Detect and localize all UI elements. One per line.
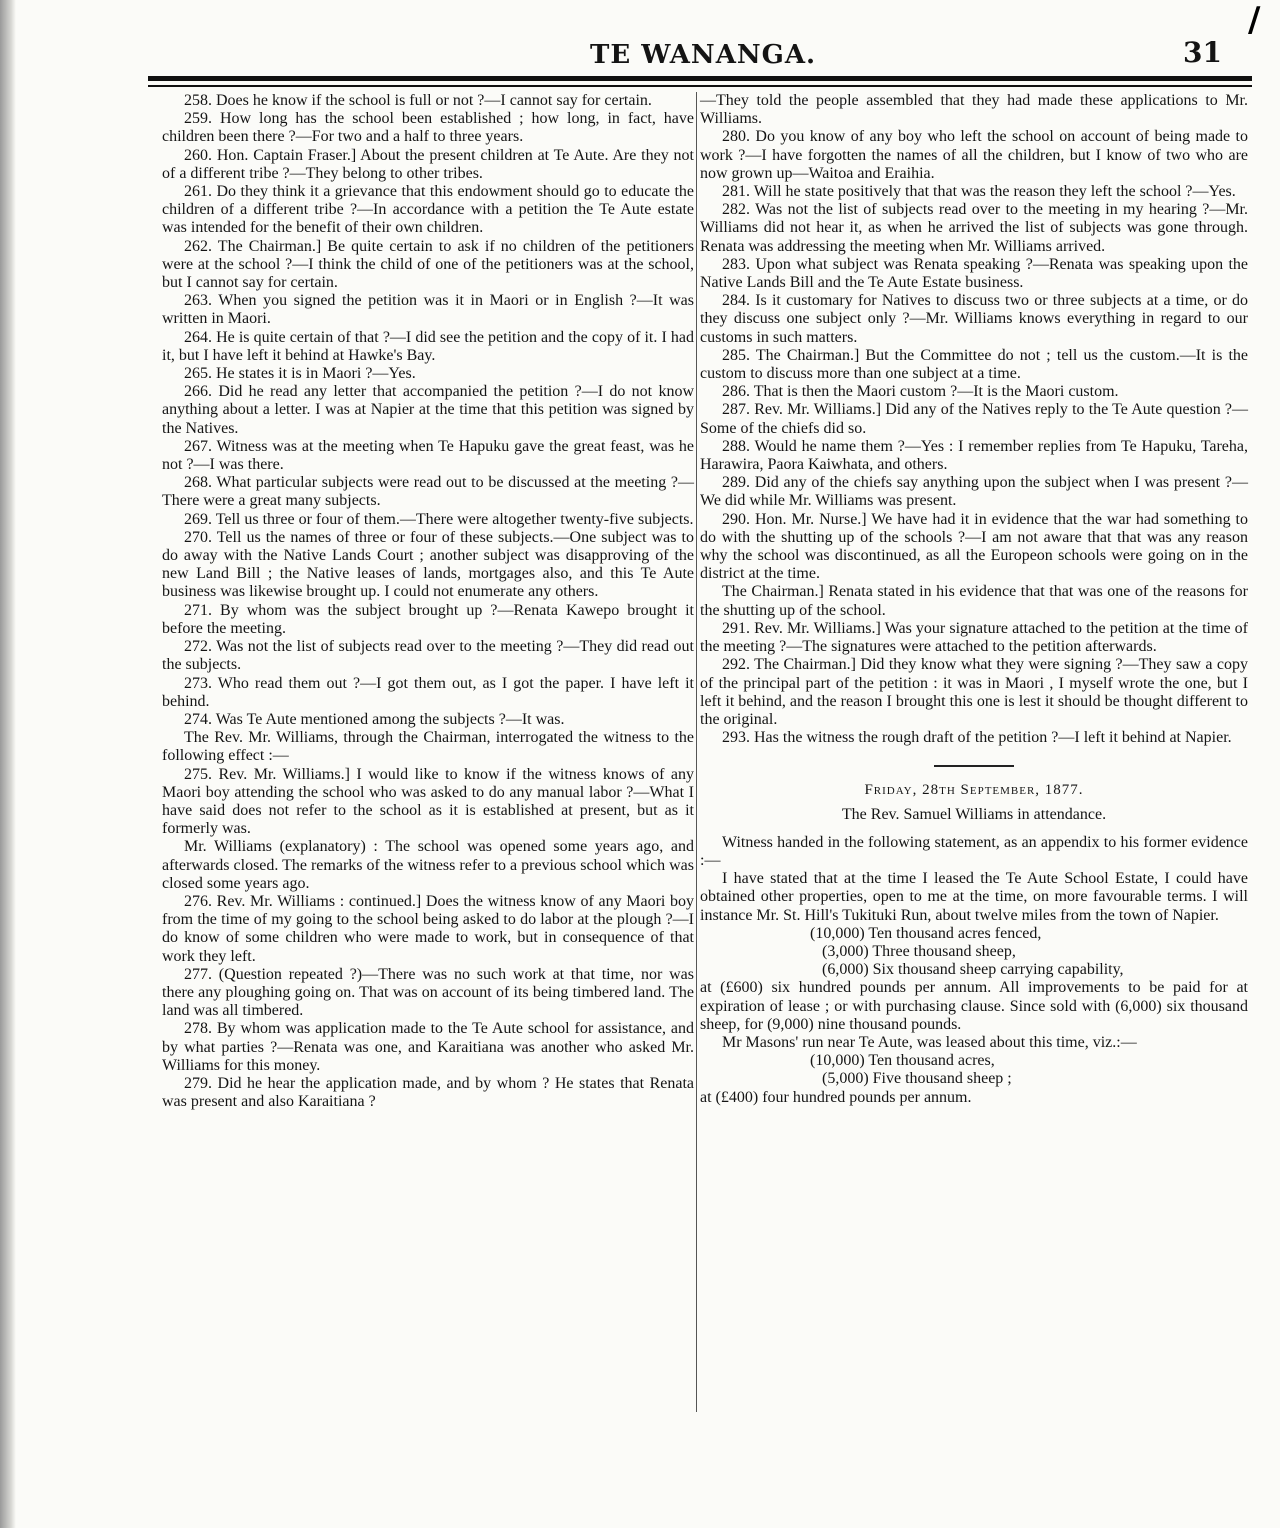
paragraph: 277. (Question repeated ?)—There was no such work at that time, nor was there any ploughing going on. That was on account of its being timbered land. The land was all timbered. (162, 965, 694, 1020)
page-number: 31 (1183, 36, 1222, 69)
paragraph: 291. Rev. Mr. Williams.] Was your signature attached to the petition at the time of the meeting ?—The signatures were attached to the petition afterwards. (700, 619, 1248, 656)
paragraph: 268. What particular subjects were read out to be discussed at the meeting ?—There were a great many subjects. (162, 474, 694, 510)
paragraph: 262. The Chairman.] Be quite certain to ask if no children of the petitioners were at the school ?—I think the child of one of the petitioners was at the school, but I cannot say for certain. (162, 237, 694, 292)
paragraph: 260. Hon. Captain Fraser.] About the present children at Te Aute. Are they not of a different tribe ?—They belong to other tribes. (162, 146, 694, 182)
paragraph: 287. Rev. Mr. Williams.] Did any of the Natives reply to the Te Aute question ?—Some of the chiefs did so. (700, 401, 1248, 437)
paragraph: at (£400) four hundred pounds per annum. (700, 1088, 972, 1106)
paragraph: 292. The Chairman.] Did they know what they were signing ?—They saw a copy of the principal part of the petition : it was in Maori , I myself wrote the one, but I left it behind, and the reason I brought this one is lest it should be thought different to the original. (700, 656, 1248, 728)
paragraph: The Chairman.] Renata stated in his evidence that that was one of the reasons for the shutting up of the school. (700, 583, 1248, 619)
paragraph: 265. He states it is in Maori ?—Yes. (184, 365, 416, 383)
paragraph: 261. Do they think it a grievance that this endowment should go to educate the children of a different tribe ?—In accordance with a petition the Te Aute estate was intended for the benefit of their own children. (162, 183, 694, 237)
paragraph: 272. Was not the list of subjects read over to the meeting ?—They did read out the subjects. (162, 638, 694, 674)
paragraph: 279. Did he hear the application made, and by whom ? He states that Renata was present and also Karaitiana ? (162, 1074, 694, 1111)
paragraph: 290. Hon. Mr. Nurse.] We have had it in evidence that the war had something to do with the shutting up of the schools ?—I am not aware that that was any reason why the school was discontinued, as all the Europeon schools were going on in the district at the time. (700, 510, 1248, 583)
paragraph: 263. When you signed the petition was it in Maori or in English ?—It was written in Maori. (162, 292, 694, 328)
header-rule-thin (148, 85, 1252, 87)
paragraph: 259. How long has the school been established ; how long, in fact, have children been there ?—For two and a half to three years. (162, 110, 694, 146)
figure-line: (6,000) Six thousand sheep carrying capability, (822, 961, 1124, 979)
section-date: Friday, 28th September, 1877. (864, 782, 1084, 799)
edge-mark: / (1248, 0, 1261, 40)
figure-line: (5,000) Five thousand sheep ; (822, 1070, 1012, 1088)
figure-line: (10,000) Ten thousand acres fenced, (810, 924, 1042, 942)
paragraph: 289. Did any of the chiefs say anything upon the subject when I was present ?—We did while Mr. Williams was present. (700, 474, 1248, 510)
column-divider (696, 92, 697, 1412)
paragraph: 293. Has the witness the rough draft of the petition ?—I left it behind at Napier. (722, 729, 1232, 747)
header-rule-thick (148, 76, 1252, 81)
paragraph: —They told the people assembled that they had made these applications to Mr. Williams. (700, 92, 1248, 128)
paragraph: 282. Was not the list of subjects read over to the meeting in my hearing ?—Mr. Williams did not hear it, as when he arrived the list of subjects was gone through. Renata was addressing the meeting when Mr. Williams arrived. (700, 201, 1248, 255)
paragraph: 269. Tell us three or four of them.—There were altogether twenty-five subjects. (184, 510, 694, 528)
paragraph: Witness handed in the following statement, as an appendix to his former evidence :— (700, 833, 1248, 869)
paragraph: Mr Masons' run near Te Aute, was leased about this time, viz.:— (722, 1033, 1137, 1051)
paragraph: 285. The Chairman.] But the Committee do not ; tell us the custom.—It is the custom to discuss more than one subject at a time. (700, 346, 1248, 383)
paragraph: 283. Upon what subject was Renata speaking ?—Renata was speaking upon the Native Lands Bill and the Te Aute Estate business. (700, 255, 1248, 292)
paragraph: 284. Is it customary for Natives to discuss two or three subjects at a time, or do they discuss one subject only ?—Mr. Williams knows everything in regard to our customs in such matters. (700, 292, 1248, 346)
paragraph: 280. Do you know of any boy who left the school on account of being made to work ?—I have forgotten the names of all the children, but I know of two who are now grown up—Waitoa and Eraihia. (700, 128, 1248, 182)
paragraph: 267. Witness was at the meeting when Te Hapuku gave the great feast, was he not ?—I was there. (162, 437, 694, 474)
paragraph: 270. Tell us the names of three or four of these subjects.—One subject was to do away with the Native Lands Court ; another subject was disapproving of the new Land Bill ; the Native leases of lands, mortgages also, and this Te Aute business was likewise brought up. I could not enumerate any others. (162, 528, 694, 601)
paragraph: 273. Who read them out ?—I got them out, as I got the paper. I have left it behind. (162, 674, 694, 710)
paragraph: 266. Did he read any letter that accompanied the petition ?—I do not know anything about a letter. I was at Napier at the time that this petition was signed by the Natives. (162, 383, 694, 437)
paragraph: 286. That is then the Maori custom ?—It is the Maori custom. (722, 383, 1119, 401)
paragraph: 275. Rev. Mr. Williams.] I would like to know if the witness knows of any Maori boy attending the school who was asked to do any manual labor ?—What I have said does not refer to the school as it is established at present, but as it formerly was. (162, 765, 694, 838)
attendance-line: The Rev. Samuel Williams in attendance. (841, 805, 1107, 823)
left-column (162, 92, 694, 1111)
paragraph: 281. Will he state positively that that was the reason they left the school ?—Yes. (722, 183, 1236, 201)
right-column (700, 92, 1248, 1107)
paragraph: The Rev. Mr. Williams, through the Chairman, interrogated the witness to the following effect :— (162, 729, 694, 765)
figure-line: (10,000) Ten thousand acres, (810, 1052, 995, 1070)
page-binding-shadow (0, 0, 16, 1528)
paragraph: at (£600) six hundred pounds per annum. All improvements to be paid for at expiration of lease ; or with purchasing clause. Since sold with (6,000) six thousand sheep, for (9,000) nine thousand pounds. (700, 979, 1248, 1033)
page-header (150, 36, 1250, 70)
paragraph: Mr. Williams (explanatory) : The school was opened some years ago, and afterwards closed. The remarks of the witness refer to a previous school which was closed some years ago. (162, 838, 694, 892)
paragraph: 258. Does he know if the school is full or not ?—I cannot say for certain. (184, 92, 652, 109)
paragraph: 274. Was Te Aute mentioned among the subjects ?—It was. (184, 710, 565, 728)
paragraph: 278. By whom was application made to the Te Aute school for assistance, and by what parties ?—Renata was one, and Karaitiana was another who asked Mr. Williams for this money. (162, 1020, 694, 1074)
paragraph: 288. Would he name them ?—Yes : I remember replies from Te Hapuku, Tareha, Harawira, Paora Kaiwhata, and others. (700, 437, 1248, 474)
section-separator (934, 765, 1014, 767)
paragraph: 264. He is quite certain of that ?—I did see the petition and the copy of it. I had it, but I have left it behind at Hawke's Bay. (162, 328, 694, 364)
paragraph: 276. Rev. Mr. Williams : continued.] Does the witness know of any Maori boy from the time of my going to the school being asked to do labor at the plough ?—I do know of some children who were made to work, but in consequence of that work they left. (162, 892, 694, 965)
paragraph: 271. By whom was the subject brought up ?—Renata Kawepo brought it before the meeting. (162, 601, 694, 637)
figure-line: (3,000) Three thousand sheep, (822, 942, 1016, 960)
newspaper-title: TE WANANGA. (590, 40, 817, 70)
statement-paragraph: I have stated that at the time I leased the Te Aute School Estate, I could have obtained other properties, open to me at the time, on more favourable terms. I will instance Mr. St. Hill's Tukituki Run, about twelve miles from the town of Napier. (700, 870, 1248, 924)
